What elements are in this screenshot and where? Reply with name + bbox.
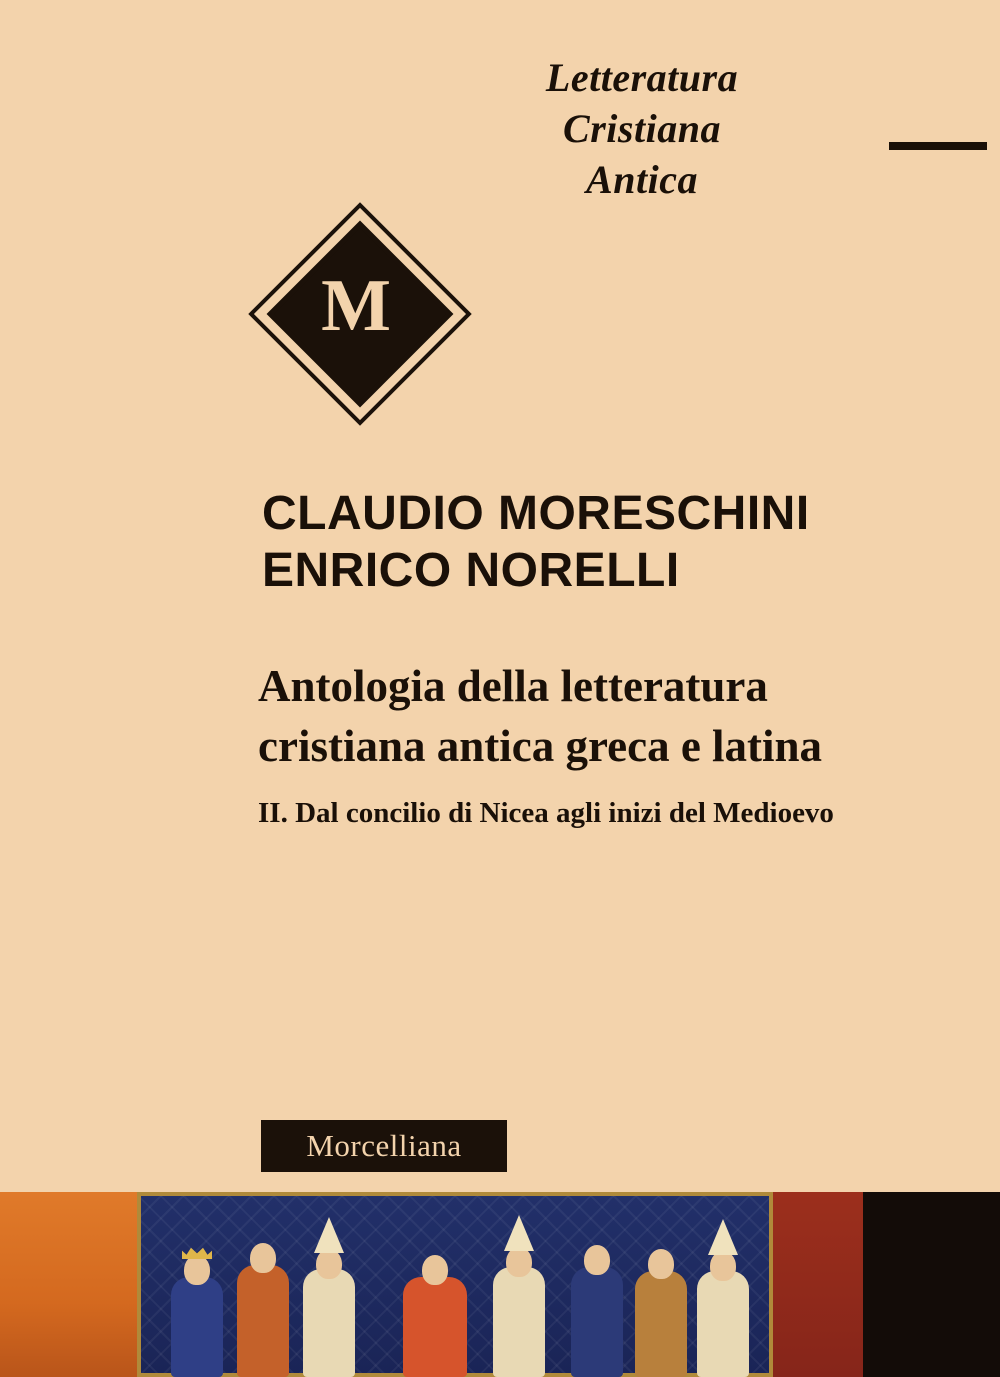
- figure-head: [250, 1243, 276, 1273]
- figure-robe: [403, 1277, 467, 1377]
- series-title-line-1: Letteratura: [545, 55, 739, 100]
- figure-robe: [303, 1269, 355, 1377]
- corner-rule-decoration: [889, 142, 987, 150]
- figure-head: [648, 1249, 674, 1279]
- figure-head: [316, 1249, 342, 1279]
- series-title: [432, 52, 852, 206]
- title-line-2: cristiana antica greca e latina: [258, 721, 823, 772]
- title-line-1: Antologia della letteratura: [258, 661, 768, 711]
- miniature-illustration: [137, 1192, 773, 1377]
- figure-robe: [171, 1277, 223, 1377]
- figure-robe: [493, 1267, 545, 1377]
- figure-head: [710, 1251, 736, 1281]
- author-line-1: CLAUDIO MORESCHINI: [262, 487, 810, 540]
- series-title-line-2: Cristiana: [563, 106, 721, 152]
- band-red: [773, 1192, 863, 1377]
- publisher-logo: [262, 216, 448, 402]
- figure-head: [184, 1255, 210, 1285]
- figure-head: [584, 1245, 610, 1275]
- page-title: [258, 656, 958, 777]
- author-line-2: ENRICO NORELLI: [262, 543, 680, 597]
- figure-robe: [237, 1265, 289, 1377]
- logo-letter: M: [321, 265, 389, 348]
- figure-head: [506, 1247, 532, 1277]
- figure-robe: [635, 1271, 687, 1377]
- publisher-name: Morcelliana: [306, 1128, 462, 1163]
- figure-robe: [697, 1271, 749, 1377]
- figure-head: [422, 1255, 448, 1285]
- bottom-illumination-band: [0, 1192, 1000, 1377]
- band-left-orange: [0, 1192, 137, 1377]
- series-title-line-3: Antica: [586, 157, 698, 203]
- authors: [262, 486, 952, 599]
- figure-robe: [571, 1267, 623, 1377]
- subtitle: II. Dal concilio di Nicea agli inizi del Medioevo: [258, 797, 834, 829]
- band-dark: [863, 1192, 1000, 1377]
- publisher-badge: [261, 1120, 507, 1172]
